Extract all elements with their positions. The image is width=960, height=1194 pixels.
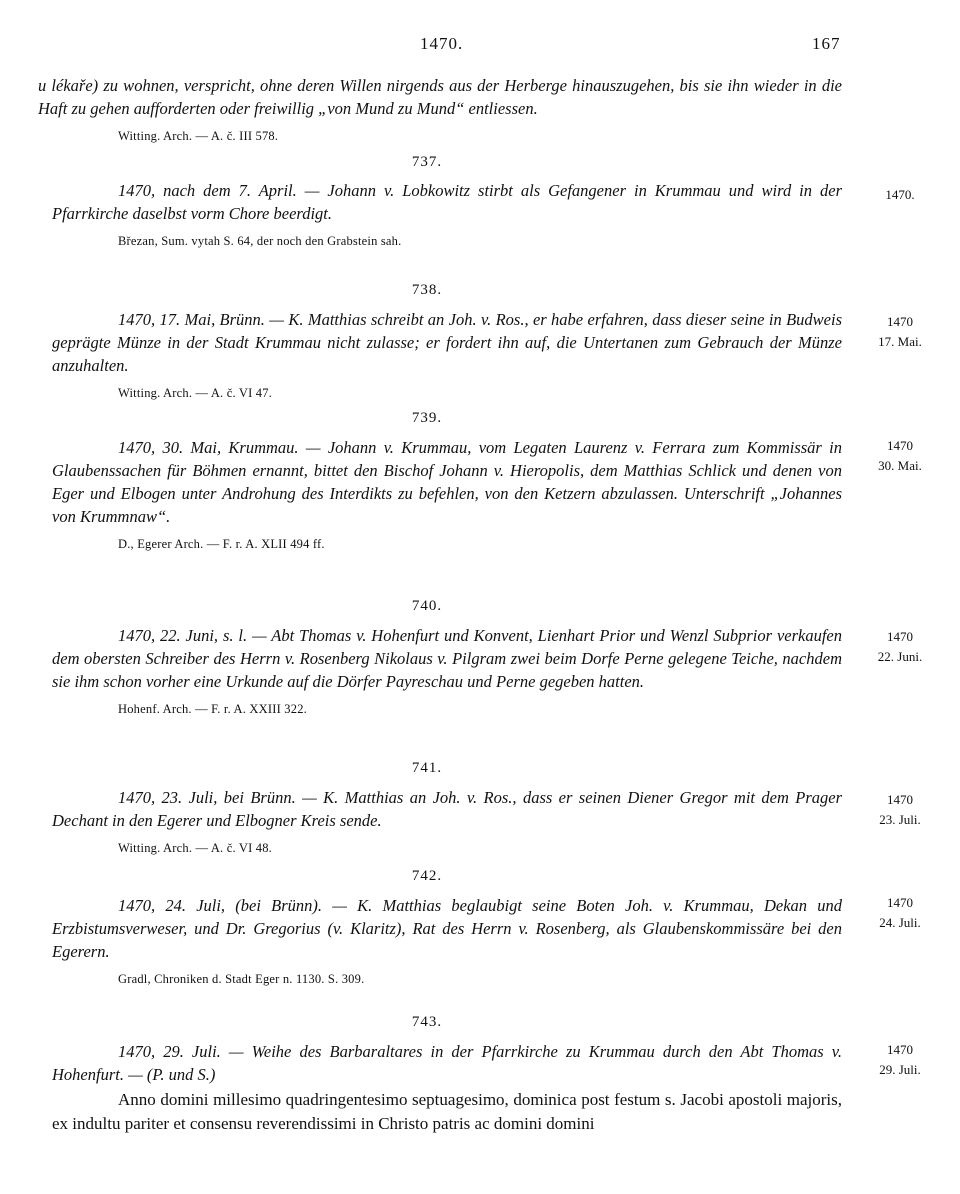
entry-743 — [52, 1012, 842, 1136]
entry-source: D., Egerer Arch. — F. r. A. XLII 494 ff. — [118, 537, 325, 551]
continuation-text: u lékaře) zu wohnen, verspricht, ohne deren Willen nirgends aus der Herberge hinauszugehen, bis sie ihn wieder in die Haft zu gehen aufforderten oder freiwillig „von Mund zu Mund“ entliessen. — [38, 76, 842, 118]
running-head-year: 1470. — [420, 34, 464, 53]
entry-740 — [52, 596, 842, 719]
entry-number: 741. — [411, 760, 443, 776]
entry-741 — [52, 758, 842, 858]
entry-source: Witting. Arch. — A. č. VI 48. — [118, 841, 273, 855]
entry-text: 1470, 22. Juni, s. l. — Abt Thomas v. Hohenfurt und Konvent, Lienhart Prior und Wenzl Subprior verkaufen dem obersten Schreiber des Herrn v. Rosenberg Nikolaus v. Pilgram zwei beim Dorfe Perne gelegene Teiche, nachdem sie ihm schon vorher eine Urkunde auf die Dörfer Payreschau und Perne gegeben hatten. — [52, 626, 842, 691]
entry-738 — [52, 280, 842, 403]
margin-date-737: 1470. — [885, 187, 915, 202]
margin-date-743: 1470 29. Juli. — [879, 1042, 921, 1077]
entry-742 — [52, 866, 842, 989]
entry-text: 1470, 24. Juli, (bei Brünn). — K. Matthias beglaubigt seine Boten Joh. v. Krummau, Dekan und Erzbistumsverweser, und Dr. Gregorius (v. Klaritz), Rat des Herrn v. Rosenberg, als Glaubenskommissäre bei den Egerern. — [52, 896, 842, 961]
margin-date-741: 1470 23. Juli. — [879, 792, 921, 827]
entry-number: 739. — [411, 410, 443, 426]
entry-number: 740. — [411, 598, 443, 614]
margin-date-742: 1470 24. Juli. — [879, 895, 921, 930]
entry-number: 737. — [411, 154, 443, 170]
entry-text: 1470, nach dem 7. April. — Johann v. Lobkowitz stirbt als Gefangener in Krummau und wird in der Pfarrkirche daselbst vorm Chore beerdigt. — [52, 181, 842, 223]
margin-date-740: 1470 22. Juni. — [877, 629, 923, 664]
entry-number: 738. — [411, 282, 443, 298]
continuation-block — [38, 74, 842, 146]
entry-text: 1470, 23. Juli, bei Brünn. — K. Matthias an Joh. v. Ros., dass er seinen Diener Gregor mit dem Prager Dechant in den Egerer und Elbogner Kreis sende. — [52, 788, 842, 830]
entry-739 — [52, 408, 842, 554]
continuation-source: Witting. Arch. — A. č. III 578. — [118, 129, 279, 143]
entry-source: Březan, Sum. vytah S. 64, der noch den Grabstein sah. — [118, 234, 402, 248]
entry-737 — [52, 152, 842, 251]
entry-text: 1470, 29. Juli. — Weihe des Barbaraltares in der Pfarrkirche zu Krummau durch den Abt Thomas v. Hohenfurt. — (P. und S.) — [52, 1042, 842, 1084]
entry-source: Gradl, Chroniken d. Stadt Eger n. 1130. S. 309. — [118, 972, 365, 986]
entry-source: Witting. Arch. — A. č. VI 47. — [118, 386, 273, 400]
latin-text: Anno domini millesimo quadringentesimo septuagesimo, dominica post festum s. Jacobi apostoli majoris, ex indultu pariter et consensu reverendissimi in Christo patris ac domini domini — [52, 1090, 842, 1133]
entry-number: 743. — [411, 1014, 443, 1030]
entry-text: 1470, 30. Mai, Krummau. — Johann v. Krummau, vom Legaten Laurenz v. Ferrara zum Kommissär in Glaubenssachen für Böhmen ernannt, bittet den Bischof Johann v. Hieropolis, dem Matthias Schlick und denen von Eger und Elbogen unter Androhung des Interdikts zu befehlen, von den Ketzern abzulassen. Unterschrift „Johannes von Krummnaw“. — [52, 438, 842, 526]
page-header — [0, 34, 960, 58]
entry-number: 742. — [411, 868, 443, 884]
entry-source: Hohenf. Arch. — F. r. A. XXIII 322. — [118, 702, 307, 716]
entry-text: 1470, 17. Mai, Brünn. — K. Matthias schreibt an Joh. v. Ros., er habe erfahren, dass dieser seine in Budweis geprägte Münze in der Stadt Krummau nicht zulasse; er fordert ihn auf, die Untertanen zum Gebrauch der Münze anzuhalten. — [52, 310, 842, 375]
margin-date-739: 1470 30. Mai. — [878, 438, 922, 473]
page-number: 167 — [812, 34, 841, 53]
margin-date-738: 1470 17. Mai. — [878, 314, 922, 349]
